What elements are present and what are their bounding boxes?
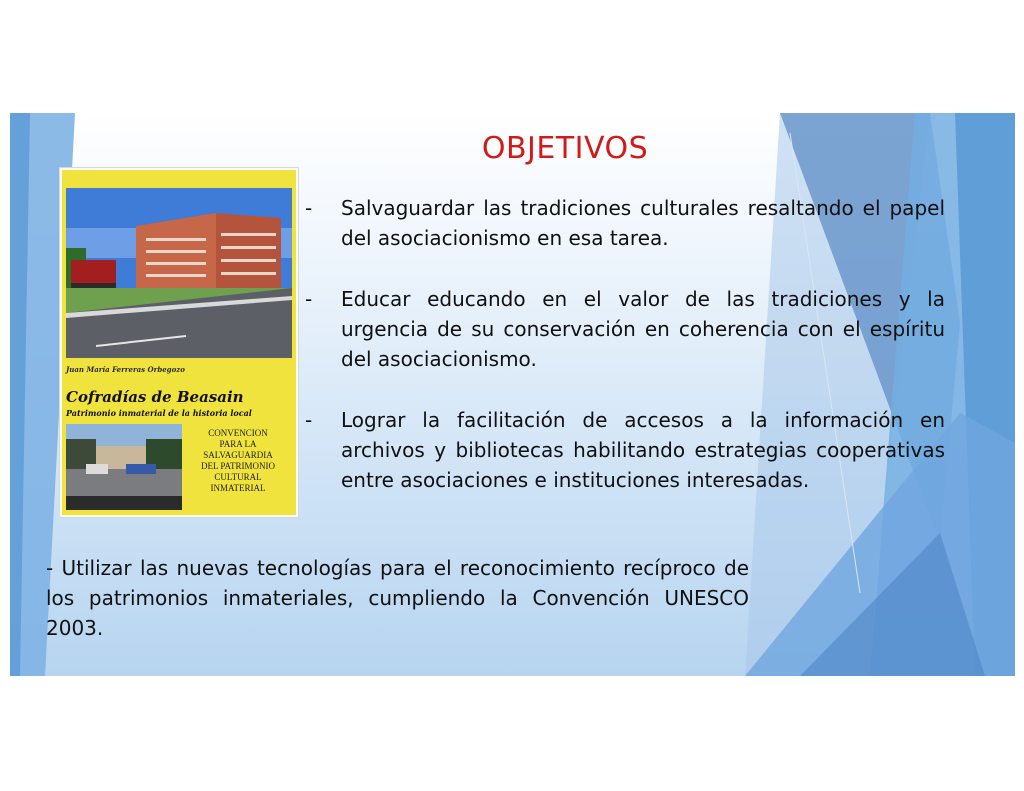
objective-text: Educar educando en el valor de las tradiciones y la urgencia de su conservación en coherencia con el espíritu del asociacionismo. — [341, 287, 945, 371]
objective-item — [305, 405, 945, 495]
slide-title: OBJETIVOS — [481, 131, 649, 166]
book-convention-text: CONVENCION PARA LA SALVAGUARDIA DEL PATRIMONIO CULTURAL INMATERIAL — [200, 428, 276, 493]
extra-objective: - Utilizar las nuevas tecnologías para el reconocimiento recíproco de los patrimonios inmateriales, cumpliendo la Convención UNESCO 2003. — [46, 556, 749, 640]
book-cover — [60, 168, 298, 517]
book-subtitle: Patrimonio inmaterial de la historia local — [66, 408, 252, 418]
book-title: Cofradías de Beasain — [66, 388, 244, 406]
objective-text: Lograr la facilitación de accesos a la información en archivos y bibliotecas habilitando estrategias cooperativas entre asociaciones e instituciones interesadas. — [341, 408, 945, 492]
slide — [10, 113, 1015, 676]
objective-text: Salvaguardar las tradiciones culturales resaltando el papel del asociacionismo en esa tarea. — [341, 196, 945, 250]
objective-item — [305, 284, 945, 374]
objective-item — [305, 193, 945, 253]
book-cover-photo-street — [66, 188, 292, 358]
book-cover-photo-plaza — [66, 424, 182, 510]
book-author: Juan María Ferreras Orbegozo — [66, 365, 185, 374]
bullet-dash: - — [305, 408, 313, 432]
bullet-dash: - — [305, 287, 313, 311]
objectives-list — [305, 193, 945, 526]
bullet-dash: - — [305, 196, 313, 220]
